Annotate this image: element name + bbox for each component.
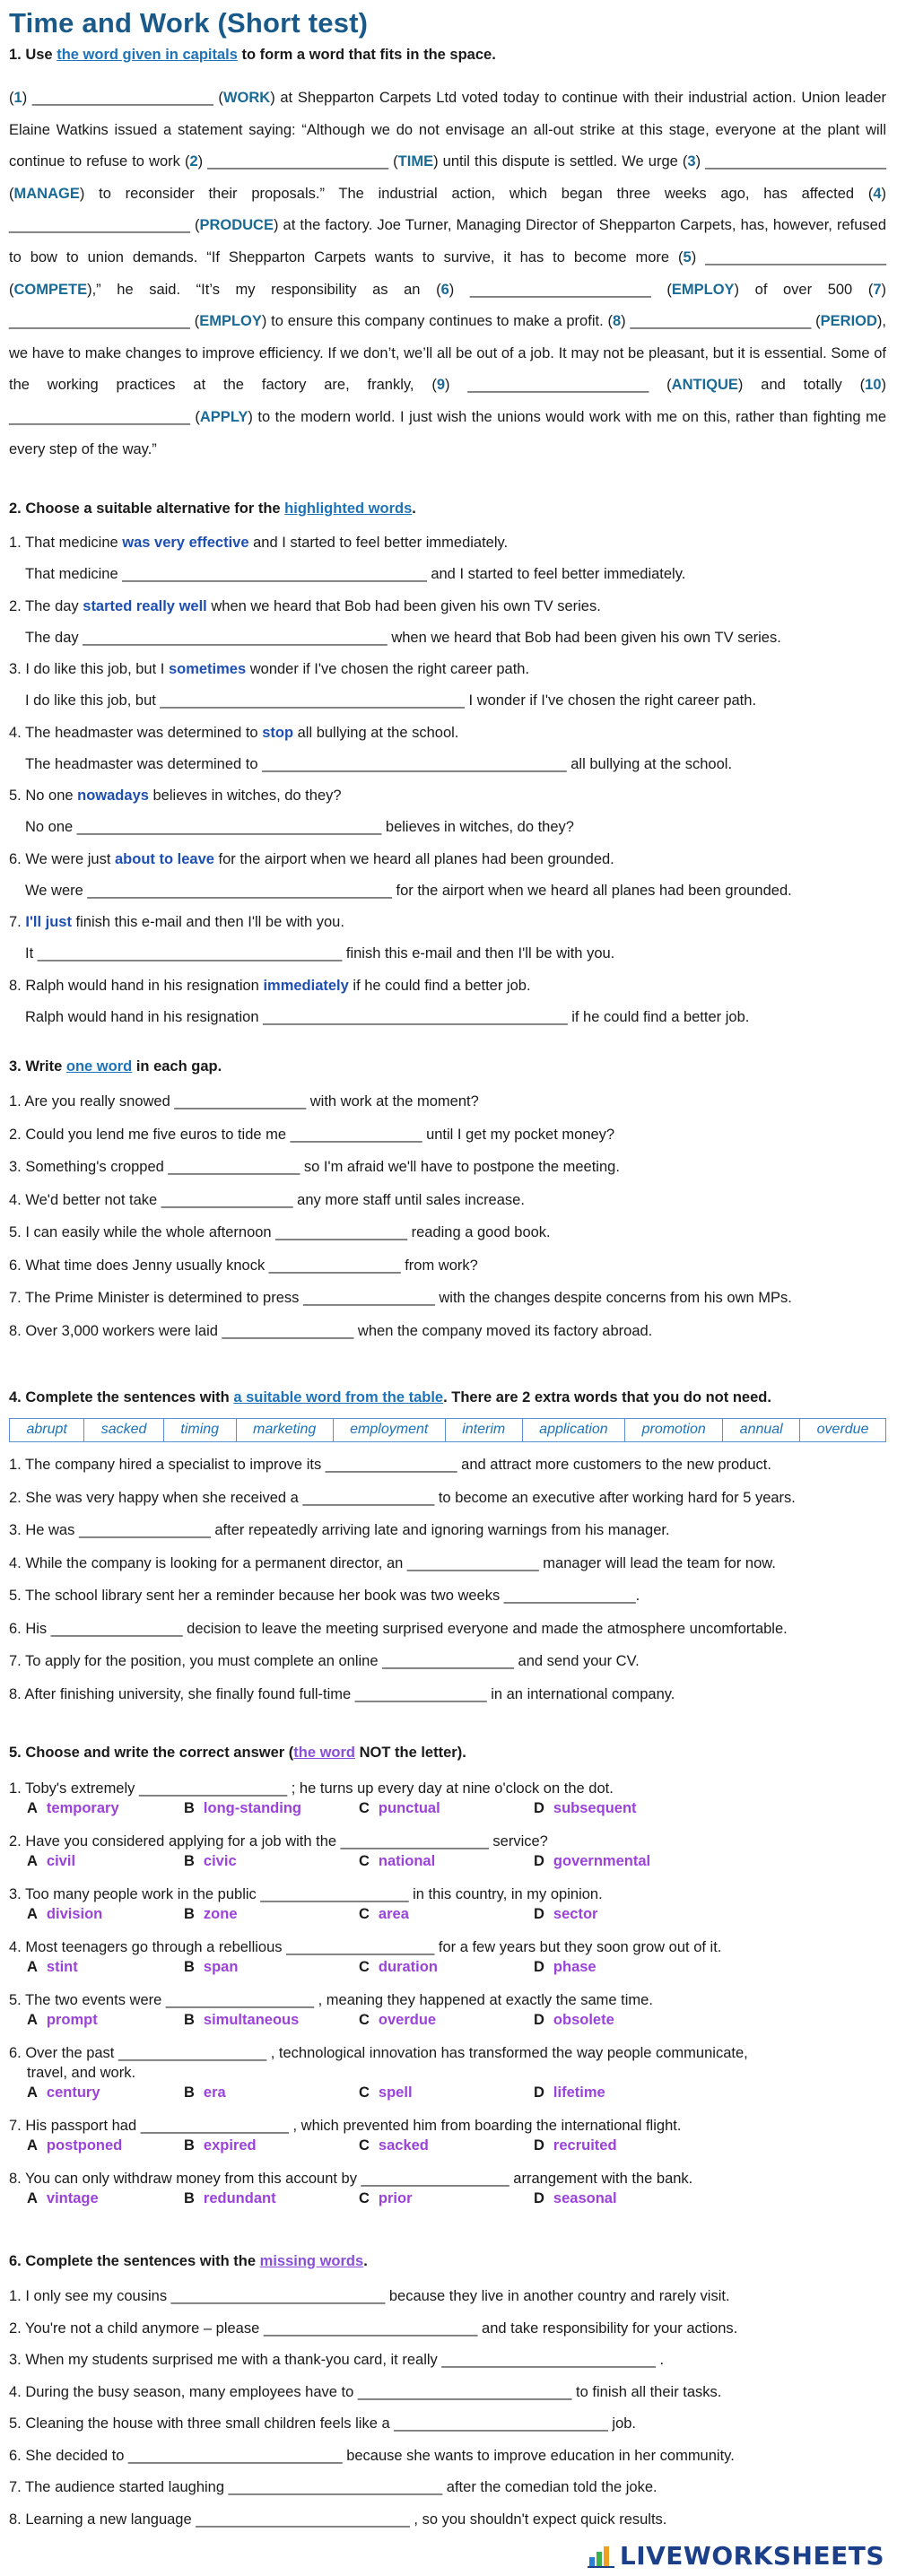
liveworksheets-logo: LIVEWORKSHEETS — [588, 2541, 884, 2571]
passage-text: ) at Shepparton Carpets Ltd voted today to continue with their industrial action. Union leader Elaine Watkins issued a statement saying: “Although we do not envisage an all-out strike at this stage, everyone at the plant will continue to refuse to work ( — [9, 90, 886, 170]
gap-question[interactable]: 5. Cleaning the house with three small children feels like a __________________________ job. — [9, 2415, 637, 2432]
word-bank-cell: sacked — [84, 1419, 164, 1441]
option-word: spell — [378, 2084, 413, 2101]
answer-option[interactable] — [534, 1853, 650, 1870]
gap-question[interactable]: 3. When my students surprised me with a thank-you card, it really __________________________ . — [9, 2352, 665, 2368]
option-letter: B — [184, 2084, 195, 2101]
question-text: 4. The headmaster was determined to — [9, 724, 263, 741]
passage-keyword: PERIOD — [820, 313, 877, 330]
passage-text: ) ______________________ ( — [445, 377, 672, 394]
word-bank-cell: marketing — [237, 1419, 334, 1441]
answer-option[interactable] — [359, 1853, 435, 1870]
option-word: century — [46, 2084, 100, 2101]
question-line — [9, 725, 458, 742]
word-bank-cell: annual — [723, 1419, 800, 1441]
question-line — [9, 851, 614, 868]
gap-question[interactable]: 5. The school library sent her a reminder because her book was two weeks ________________. — [9, 1588, 640, 1604]
passage-text: ) to ensure this company continues to make a profit. ( — [261, 313, 613, 330]
option-word: span — [203, 1959, 239, 1975]
passage-text: ),” he said. “It’s my responsibility as an ( — [87, 281, 441, 298]
option-letter: B — [184, 1959, 195, 1975]
question-text: believes in witches, do they? — [148, 788, 342, 804]
gap-question[interactable]: 3. Something's cropped ________________ so I'm afraid we'll have to postpone the meeting. — [9, 1159, 620, 1175]
option-word: vintage — [46, 2190, 99, 2206]
question-text: 6. We were just — [9, 850, 115, 867]
answer-option[interactable] — [184, 1800, 301, 1817]
section-6-heading: 6. Complete the sentences with the missing words. — [9, 2253, 368, 2269]
question-text: when we heard that Bob had been given his own TV series. — [206, 597, 601, 614]
option-letter: A — [27, 2012, 38, 2028]
option-word: zone — [203, 1906, 238, 1922]
passage-keyword: 8 — [612, 313, 622, 330]
gap-question[interactable]: 4. While the company is looking for a permanent director, an ________________ manager will lead the team for now. — [9, 1554, 776, 1571]
answer-option[interactable] — [359, 1959, 438, 1976]
option-word: division — [46, 1906, 103, 1922]
passage-text: ) ______________________ ( — [9, 377, 886, 425]
passage-keyword: EMPLOY — [199, 313, 262, 330]
gap-question[interactable]: 7. The audience started laughing __________________________ after the comedian told the joke. — [9, 2479, 658, 2495]
option-letter: D — [534, 1853, 544, 1869]
option-word: temporary — [46, 1800, 119, 1816]
option-word: expired — [203, 2137, 257, 2154]
option-letter: D — [534, 1906, 544, 1922]
word-bank-cell: promotion — [625, 1419, 723, 1441]
mc-question[interactable]: 1. Toby's extremely __________________ ; he turns up every day at nine o'clock on the dot. — [9, 1780, 614, 1797]
passage-text: ) of over 500 ( — [734, 281, 874, 298]
mc-question[interactable]: 6. Over the past __________________ , technological innovation has transformed the way people communicate, — [9, 2045, 748, 2061]
question-line — [9, 978, 531, 995]
gap-question[interactable]: 5. I can easily while the whole afternoon ________________ reading a good book. — [9, 1224, 551, 1240]
passage-text: ) ______________________ ( — [9, 153, 887, 202]
gap-question[interactable]: 4. We'd better not take ________________ any more staff until sales increase. — [9, 1191, 525, 1208]
option-word: sector — [553, 1906, 598, 1922]
option-letter: D — [534, 2084, 544, 2101]
option-word: recruited — [553, 2137, 617, 2154]
section-5-heading: 5. Choose and write the correct answer (the word NOT the letter). — [9, 1745, 466, 1761]
answer-option[interactable] — [534, 1906, 597, 1923]
highlighted-words: was very effective — [122, 535, 249, 551]
option-word: obsolete — [553, 2012, 614, 2028]
option-letter: D — [534, 2190, 544, 2206]
mc-question[interactable]: 4. Most teenagers go through a rebellious __________________ for a few years but they soon grow out of it. — [9, 1939, 722, 1955]
gap-question[interactable]: 1. The company hired a specialist to improve its ________________ and attract more customers to the new product. — [9, 1457, 771, 1473]
question-text: 8. Ralph would hand in his resignation — [9, 977, 264, 994]
section-2-heading: 2. Choose a suitable alternative for the highlighted words. — [9, 500, 416, 517]
highlighted-words: immediately — [263, 977, 349, 994]
passage-text: ) until this dispute is settled. We urge ( — [433, 153, 688, 170]
passage-keyword: 3 — [687, 153, 696, 170]
gap-question[interactable]: 7. To apply for the position, you must complete an online ________________ and send your CV. — [9, 1653, 640, 1669]
option-word: phase — [553, 1959, 597, 1975]
rewrite-line[interactable]: I do like this job, but _____________________________________ I wonder if I've chosen the right career path. — [25, 692, 757, 709]
option-letter: C — [359, 1906, 370, 1922]
gap-question[interactable]: 8. After finishing university, she finally found full-time ________________ in an international company. — [9, 1685, 675, 1702]
option-word: governmental — [553, 1853, 651, 1869]
option-word: simultaneous — [203, 2012, 300, 2028]
word-bank-cell: application — [523, 1419, 625, 1441]
answer-option[interactable] — [27, 2084, 100, 2102]
question-text: 3. I do like this job, but I — [9, 661, 169, 677]
passage-keyword: 5 — [683, 248, 692, 265]
passage-keyword: 10 — [865, 377, 882, 394]
option-letter: D — [534, 2012, 544, 2028]
rewrite-line[interactable]: No one _____________________________________ believes in witches, do they? — [25, 819, 574, 835]
mc-question[interactable]: 3. Too many people work in the public __________________ in this country, in my opinion. — [9, 1886, 603, 1902]
option-letter: C — [359, 2012, 370, 2028]
option-letter: B — [184, 1906, 195, 1922]
option-word: long-standing — [203, 1800, 301, 1816]
option-letter: C — [359, 2084, 370, 2101]
gap-question[interactable]: 1. Are you really snowed ________________ with work at the moment? — [9, 1093, 479, 1110]
option-letter: B — [184, 2190, 195, 2206]
answer-option[interactable] — [27, 1853, 75, 1870]
question-text: 5. No one — [9, 788, 78, 804]
answer-option[interactable] — [27, 2137, 122, 2154]
answer-option[interactable] — [534, 2012, 614, 2029]
question-line — [9, 661, 529, 678]
gap-question[interactable]: 6. She decided to __________________________ because she wants to improve education in her community. — [9, 2447, 735, 2464]
passage-text: ) ______________________ ( — [621, 313, 821, 330]
answer-option[interactable] — [359, 2190, 413, 2207]
passage-keyword: 4 — [873, 185, 882, 202]
answer-option[interactable] — [27, 1959, 78, 1976]
passage-keyword: APPLY — [199, 408, 248, 425]
question-line — [9, 914, 344, 931]
question-line — [9, 598, 601, 615]
question-line — [9, 788, 342, 805]
answer-option[interactable] — [534, 2190, 617, 2207]
gap-question[interactable]: 7. The Prime Minister is determined to press ________________ with the changes despite concerns from his own MPs. — [9, 1290, 792, 1306]
answer-option[interactable] — [184, 1906, 238, 1923]
mc-question[interactable]: travel, and work. — [27, 2065, 136, 2081]
option-word: lifetime — [553, 2084, 605, 2101]
answer-option[interactable] — [534, 2137, 617, 2154]
passage-text: ) ______________________ ( — [9, 185, 886, 234]
option-letter: B — [184, 2137, 195, 2154]
gap-question[interactable]: 4. During the busy season, many employees have to __________________________ to finish all their tasks. — [9, 2383, 722, 2400]
word-bank-cell: employment — [334, 1419, 446, 1441]
answer-option[interactable] — [359, 1800, 440, 1817]
option-word: civic — [203, 1853, 237, 1869]
option-word: subsequent — [553, 1800, 637, 1816]
option-letter: A — [27, 1800, 38, 1816]
option-letter: A — [27, 2137, 38, 2154]
passage-text: ) ______________________ ( — [197, 153, 398, 170]
option-letter: A — [27, 1959, 38, 1975]
option-word: prior — [378, 2190, 413, 2206]
section-3-heading: 3. Write one word in each gap. — [9, 1058, 222, 1075]
passage-text: ) to reconsider their proposals.” The industrial action, which began three weeks ago, has affected ( — [79, 185, 874, 202]
answer-option[interactable] — [27, 1906, 102, 1923]
question-text: and I started to feel better immediately. — [248, 535, 509, 551]
option-word: prompt — [46, 2012, 98, 2028]
question-text: 7. — [9, 914, 26, 930]
option-letter: D — [534, 1959, 544, 1975]
gap-question[interactable]: 3. He was ________________ after repeatedly arriving late and ignoring warnings from his manager. — [9, 1522, 670, 1538]
rewrite-line[interactable]: The headmaster was determined to _____________________________________ all bullying at the school. — [25, 755, 733, 772]
mc-question[interactable]: 2. Have you considered applying for a job with the __________________ service? — [9, 1833, 548, 1849]
mc-question[interactable]: 5. The two events were __________________ , meaning they happened at exactly the same time. — [9, 1992, 653, 2008]
answer-option[interactable] — [534, 2084, 605, 2102]
gap-question[interactable]: 2. You're not a child anymore – please __________________________ and take responsibility for your actions. — [9, 2319, 738, 2337]
option-letter: A — [27, 1906, 38, 1922]
section-1-heading: 1. Use the word given in capitals to form a word that fits in the space. — [9, 47, 496, 63]
question-text: for the airport when we heard all planes had been grounded. — [213, 850, 614, 867]
question-line — [9, 535, 508, 552]
word-bank-cell: interim — [446, 1419, 523, 1441]
option-word: stint — [46, 1959, 78, 1975]
passage-text: ( — [9, 90, 14, 106]
option-word: overdue — [378, 2012, 437, 2028]
word-bank-cell: overdue — [816, 1422, 869, 1437]
answer-option[interactable] — [359, 1906, 409, 1923]
option-word: seasonal — [553, 2190, 617, 2206]
mc-question[interactable]: 8. You can only withdraw money from this account by __________________ arrangement with the bank. — [9, 2171, 693, 2187]
liveworksheets-logo-icon — [588, 2545, 614, 2568]
passage-text: ) ______________________ ( — [9, 248, 887, 298]
option-letter: D — [534, 2137, 544, 2154]
option-letter: A — [27, 1853, 38, 1869]
question-text: 2. The day — [9, 597, 83, 614]
option-letter: A — [27, 2190, 38, 2206]
answer-option[interactable] — [27, 1800, 119, 1817]
question-text: finish this e-mail and then I'll be with you. — [71, 914, 344, 930]
passage-text: ), we have to make changes to improve efficiency. If we don’t, we’ll all be out of a job. It may not be pleasant, but it is essential. Some of the working practices at the factory are, frankly, ( — [9, 313, 886, 394]
option-letter: C — [359, 2137, 370, 2154]
answer-option[interactable] — [359, 2137, 429, 2154]
option-word: postponed — [46, 2137, 123, 2154]
answer-option[interactable] — [184, 2084, 226, 2102]
option-letter: B — [184, 1853, 195, 1869]
word-bank-table — [9, 1418, 886, 1442]
rewrite-line[interactable]: Ralph would hand in his resignation _____________________________________ if he could find a better job. — [25, 1008, 750, 1025]
option-word: national — [378, 1853, 436, 1869]
option-letter: C — [359, 2190, 370, 2206]
answer-option[interactable] — [27, 2190, 99, 2207]
gap-question[interactable]: 2. Could you lend me five euros to tide me ________________ until I get my pocket money? — [9, 1126, 615, 1143]
section-4-heading: 4. Complete the sentences with a suitable word from the table. There are 2 extra words that you do not need. — [9, 1389, 771, 1405]
rewrite-line[interactable]: It _____________________________________ finish this e-mail and then I'll be with you. — [25, 945, 615, 962]
answer-option[interactable] — [534, 1959, 597, 1976]
gap-question[interactable]: 8. Over 3,000 workers were laid ________________ when the company moved its factory abroad. — [9, 1322, 653, 1339]
word-bank-cell: timing — [164, 1419, 237, 1441]
option-letter: D — [534, 1800, 544, 1816]
option-word: redundant — [203, 2190, 276, 2206]
passage-text: ) and totally ( — [737, 377, 866, 394]
gap-question[interactable]: 1. I only see my cousins __________________________ because they live in another country and rarely visit. — [9, 2288, 730, 2304]
option-letter: B — [184, 2012, 195, 2028]
option-word: sacked — [378, 2137, 429, 2154]
gap-question[interactable]: 8. Learning a new language __________________________ , so you shouldn't expect quick results. — [9, 2511, 667, 2528]
highlighted-words: stop — [262, 724, 294, 741]
option-letter: C — [359, 1800, 370, 1816]
highlighted-words: nowadays — [77, 788, 149, 804]
option-word: era — [203, 2084, 226, 2101]
section-1-passage — [9, 83, 886, 466]
passage-keyword: EMPLOY — [671, 281, 735, 298]
gap-question[interactable]: 2. She was very happy when she received a ________________ to become an executive after working hard for 5 years. — [9, 1489, 796, 1506]
passage-keyword: 6 — [440, 281, 449, 298]
passage-keyword: ANTIQUE — [671, 377, 738, 394]
answer-option[interactable] — [184, 1959, 238, 1976]
option-letter: B — [184, 1800, 195, 1816]
question-text: wonder if I've chosen the right career path. — [246, 661, 530, 677]
answer-option[interactable] — [184, 2137, 257, 2154]
answer-option[interactable] — [184, 2190, 276, 2207]
passage-keyword: PRODUCE — [199, 217, 274, 234]
word-bank-cell: abrupt — [10, 1419, 84, 1441]
highlighted-words: about to leave — [115, 850, 214, 867]
rewrite-line[interactable]: That medicine _____________________________________ and I started to feel better immediately. — [25, 566, 686, 582]
option-letter: A — [27, 2084, 38, 2101]
passage-keyword: WORK — [222, 90, 271, 106]
passage-keyword: 2 — [189, 153, 198, 170]
passage-keyword: 7 — [873, 281, 882, 298]
option-word: civil — [46, 1853, 76, 1869]
passage-text: ) to the modern world. I just wish the unions would work with me on this, rather than fighting me every step of the way.” — [9, 408, 887, 457]
answer-option[interactable] — [27, 2012, 98, 2029]
option-letter: C — [359, 1853, 370, 1869]
highlighted-words: started really well — [83, 597, 207, 614]
passage-text: ) ______________________ ( — [9, 281, 887, 330]
question-text: if he could find a better job. — [348, 977, 531, 994]
page-title: Time and Work (Short test) — [9, 7, 369, 39]
highlighted-words: I'll just — [25, 914, 72, 930]
option-word: duration — [378, 1959, 438, 1975]
passage-text: ) ______________________ ( — [448, 281, 672, 298]
rewrite-line[interactable]: The day _____________________________________ when we heard that Bob had been given his own TV series. — [25, 629, 781, 646]
rewrite-line[interactable]: We were _____________________________________ for the airport when we heard all planes had been grounded. — [25, 882, 792, 899]
passage-text: ) at the factory. Joe Turner, Managing Director of Shepparton Carpets, has, however, refused to bow to union demands. “If Shepparton Carpets wants to survive, it has to become more ( — [9, 217, 886, 265]
highlighted-words: sometimes — [168, 661, 247, 677]
gap-question[interactable]: 6. What time does Jenny usually knock ________________ from work? — [9, 1257, 478, 1274]
option-letter: C — [359, 1959, 370, 1975]
option-word: area — [378, 1906, 409, 1922]
passage-keyword: 1 — [13, 90, 22, 106]
answer-option[interactable] — [359, 2084, 413, 2102]
passage-keyword: MANAGE — [13, 185, 80, 202]
mc-question[interactable]: 7. His passport had __________________ , which prevented him from boarding the international flight. — [9, 2118, 682, 2134]
question-text: all bullying at the school. — [293, 724, 459, 741]
passage-keyword: COMPETE — [13, 281, 88, 298]
answer-option[interactable] — [184, 1853, 237, 1870]
passage-keyword: TIME — [397, 153, 434, 170]
question-text: 1. That medicine — [9, 535, 123, 551]
answer-option[interactable] — [359, 2012, 436, 2029]
gap-question[interactable]: 6. His ________________ decision to leave the meeting surprised everyone and made the atmosphere uncomfortable. — [9, 1620, 788, 1637]
passage-keyword: 9 — [436, 377, 446, 394]
passage-text: ) ______________________ ( — [22, 90, 223, 106]
answer-option[interactable] — [534, 1800, 637, 1817]
answer-option[interactable] — [184, 2012, 299, 2029]
option-word: punctual — [378, 1800, 440, 1816]
